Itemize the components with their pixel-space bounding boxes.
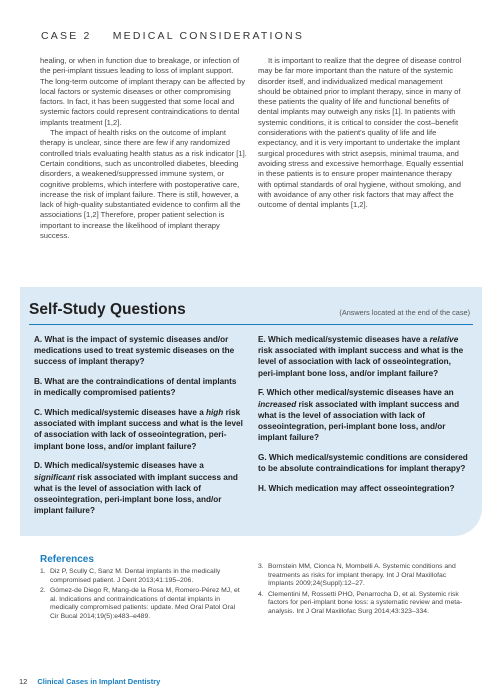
section-label: MEDICAL CONSIDERATIONS (112, 30, 305, 42)
book-title: Clinical Cases in Implant Dentistry (37, 677, 161, 686)
question-f: F. Which other medical/systemic diseases have an increased risk associated with implant success and what is the level of association with lack of osseointegration, peri-implant bone loss, and/or implant failure? (258, 388, 460, 443)
questions-left (34, 334, 244, 525)
self-study-note: (Answers located at the end of the case) (339, 308, 470, 317)
body-paragraph: It is important to realize that the degree of disease control may be far more important than the nature of the systemic disorder itself, and individualized medical management should be obtained prior to implant therapy, since in many of these patients the quality of life and functional benefits of dental implants may outweigh any risks [1]. In patients with systemic conditions, it is critical to consider the cost–benefit considerations with the patient's quality of life and life expectancy, and it is very important to undertake the implant surgical procedures with strict asepsis, minimal trauma, and avoiding stress and excessive hemorrhage. Equally essential in these patients is to ensure proper maintenance therapy with optimal standards of oral hygiene, without smoking, and with avoidance of any other risk factors that may affect the outcome of dental implants [1,2]. (258, 56, 464, 210)
reference-item: 4. Clementini M, Rossetti PHO, Penarrocha D, et al. Systemic risk factors for peri-implant bone loss: a systematic review and meta-analysis. Int J Oral Maxillofac Surg 2014;43:323–334. (258, 590, 463, 615)
references-title: References (40, 554, 94, 565)
self-study-panel-top (20, 287, 482, 296)
question-d: D. Which medical/systemic diseases have a significant risk associated with implant success and what is the level of association with lack of osseointegration, peri-implant bone loss, and/or implant failure? (34, 461, 238, 516)
body-column-left (40, 56, 247, 241)
reference-item: 3. Bornstein MM, Cionca N, Mombelli A. Systemic conditions and treatments as risks for implant therapy. Int J Oral Maxillofac Implants 2009;24(Suppl):12–27. (258, 563, 456, 588)
body-paragraph: The impact of health risks on the outcome of implant therapy is unclear, since there are few if any randomized controlled trials evaluating health status as a risk indicator [1]. Certain conditions, such as uncontrolled diabetes, bleeding disorders, a weakened/suppressed immune system, or cognitive problems, which interfere with postoperative care, increase the risk of implant failure. There is still, however, a lack of high-quality substantiated evidence to confirm all the associations [1,2] Therefore, proper patient selection is important to increase the likelihood of implant therapy success. (40, 128, 247, 241)
question-a: A. What is the impact of systemic diseases and/or medications used to treat systemic diseases on the success of implant therapy? (34, 335, 235, 367)
question-e: E. Which medical/systemic diseases have a relative risk associated with implant success and what is the level of association with lack of osseointegration, peri-implant bone loss, and/or implant failure? (258, 335, 464, 378)
reference-item: 1. Diz P, Scully C, Sanz M. Dental implants in the medically compromised patient. J Dent 2013;41:195–206. (40, 568, 221, 584)
self-study-title: Self-Study Questions (29, 301, 186, 318)
question-b: B. What are the contraindications of dental implants in medically compromised patients? (34, 377, 237, 398)
questions-right (258, 334, 468, 502)
body-column-right (258, 56, 465, 210)
question-c: C. Which medical/systemic diseases have a high risk associated with implant success and what is the level of association with lack of osseointegration, peri-implant bone loss, and/or implant failure? (34, 408, 243, 451)
self-study-divider (29, 324, 473, 325)
question-h: H. Which medication may affect osseointegration? (258, 483, 455, 493)
page-footer (19, 677, 160, 686)
body-paragraph: healing, or when in function due to breakage, or infection of the peri-implant tissues leading to loss of implant support. The long-term outcome of implant therapy can be affected by local factors or systemic diseases or other compromising factors. In fact, it has been suggested that some local and systemic factors could represent contraindications to dental implants treatment [1,2]. (40, 56, 246, 127)
references-left (40, 568, 245, 624)
references-right (258, 563, 463, 619)
question-g: G. Which medical/systemic conditions are considered to be absolute contraindications for implant therapy? (258, 452, 468, 474)
reference-item: 2. Gómez-de Diego R, Mang-de la Rosa M, Romero-Pérez MJ, et al. Indications and contraindications of dental implants in medically compromised patients: update. Med Oral Patol Oral Cir Bucal 2014;19(5):e483–e489. (40, 587, 240, 620)
page-number: 12 (19, 677, 28, 686)
case-label: CASE 2 (41, 30, 92, 42)
running-header (41, 30, 304, 42)
